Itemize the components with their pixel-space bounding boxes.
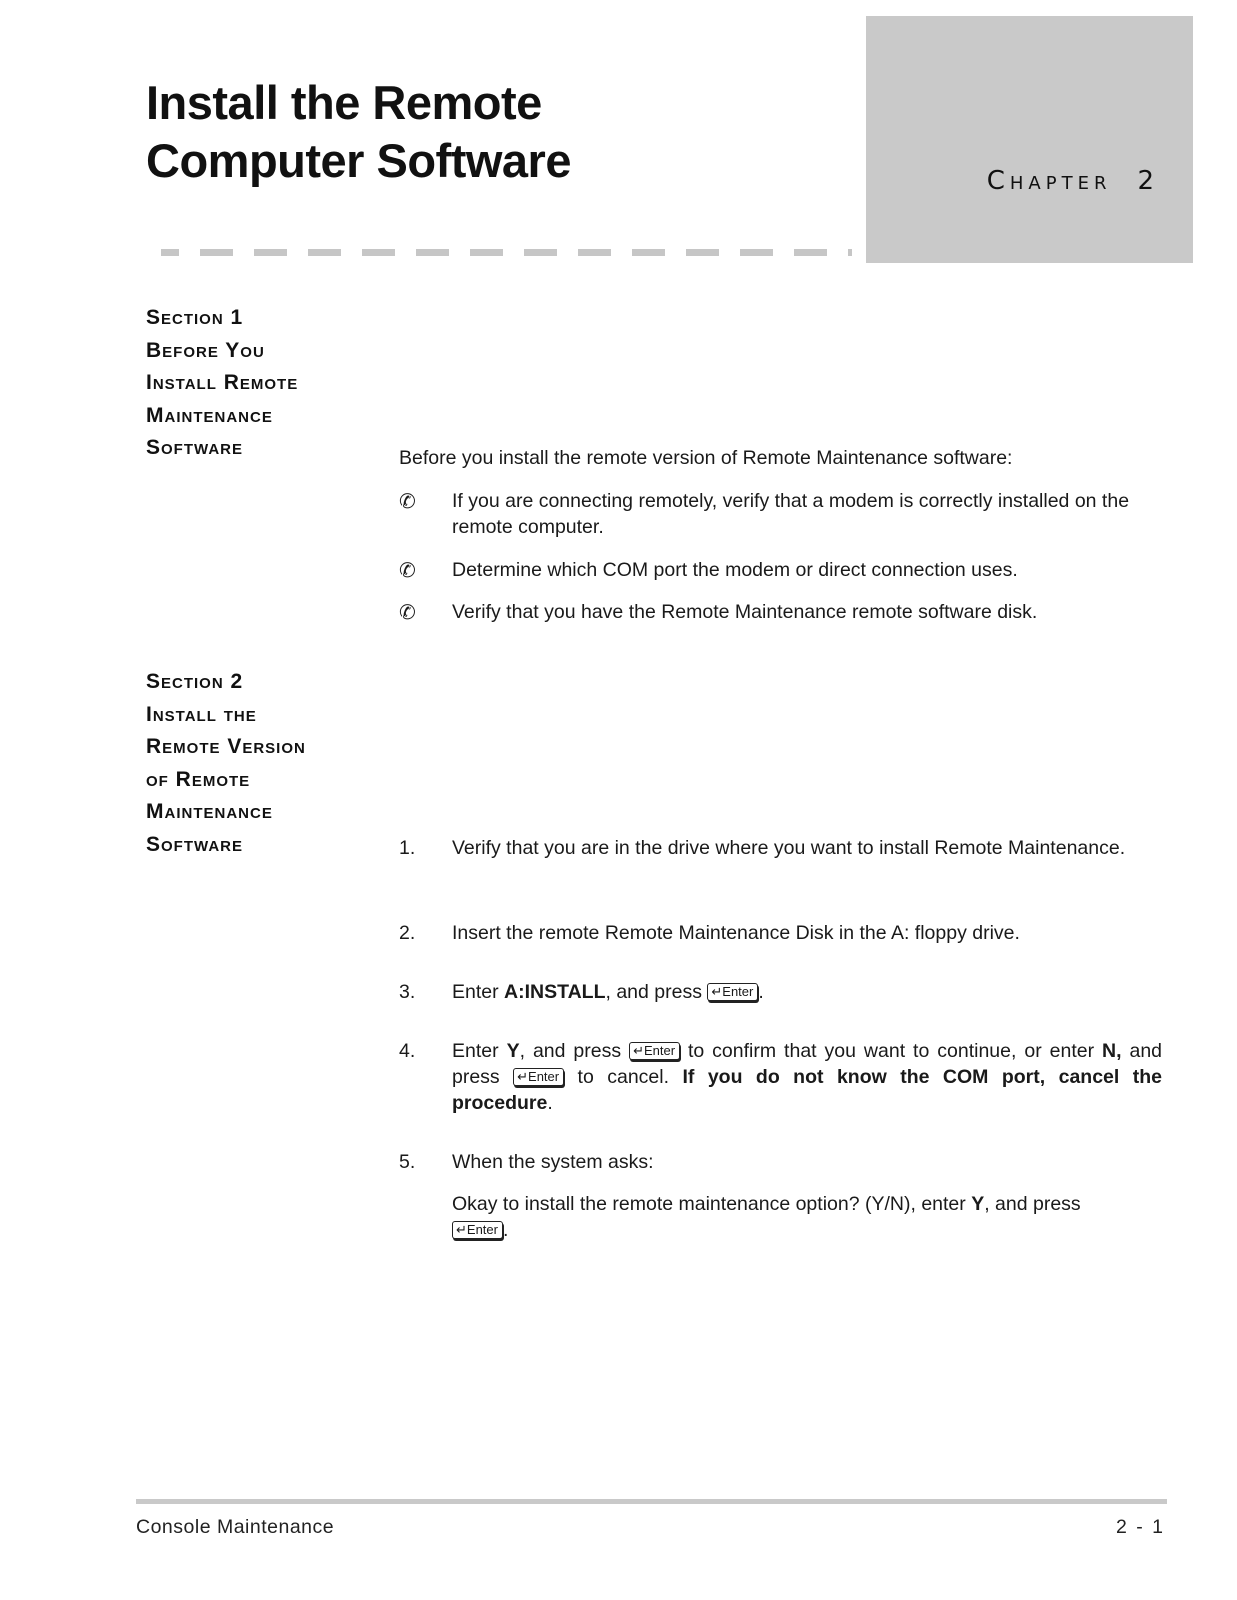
step-text: Insert the remote Remote Maintenance Disk in the A: floppy drive.: [452, 922, 1020, 944]
step-text: [452, 1038, 1162, 1116]
section-2-heading: [146, 666, 376, 861]
footer-divider: [136, 1499, 1167, 1504]
key-letter: Y: [971, 1193, 985, 1215]
step-text-part: Enter: [452, 981, 505, 1003]
bullet-text: Determine which COM port the modem or direct connection uses.: [452, 559, 1018, 581]
step-text-part: , and press: [605, 981, 708, 1003]
warning-text: If you do not know the COM port, cancel the procedure: [452, 1066, 1162, 1114]
chapter-label: [987, 166, 1159, 196]
command-text: A:INSTALL: [504, 981, 606, 1003]
step-text: Verify that you are in the drive where you want to install Remote Maintenance.: [452, 837, 1126, 859]
chapter-number: 2: [1137, 166, 1159, 196]
title-line-1: Install the Remote: [146, 76, 542, 129]
section-2-heading-line: Install the: [146, 702, 257, 726]
step-text: [452, 1191, 1162, 1243]
dashed-divider: [146, 249, 852, 256]
enter-key-icon: ↵Enter: [513, 1068, 564, 1086]
page-title: [146, 74, 571, 190]
step-text-part: , and press: [984, 1193, 1081, 1215]
footer-title: Console Maintenance: [136, 1516, 335, 1538]
step-text-part: Okay to install the remote maintenance option? (Y/N), enter: [452, 1193, 972, 1215]
step-text: [452, 979, 1162, 1005]
step-text: When the system asks:: [452, 1151, 654, 1173]
step-text-part: .: [547, 1092, 553, 1114]
phone-bullet-icon: ✆: [399, 489, 416, 513]
step-text-part: to confirm that you want to continue, or enter: [680, 1040, 1103, 1062]
step-text-part: and press: [452, 1040, 1163, 1088]
enter-key-icon: ↵Enter: [452, 1221, 503, 1239]
step-text-part: .: [502, 1219, 509, 1241]
bullet-text: Verify that you have the Remote Maintenance remote software disk.: [452, 601, 1038, 623]
section-1-heading-line: Before You: [146, 338, 265, 362]
step-text-part: , and press: [519, 1040, 630, 1062]
step-text-part: Enter: [452, 1040, 507, 1062]
section-2-heading-line: Maintenance: [146, 800, 273, 823]
step-text-part: to cancel.: [564, 1066, 683, 1088]
key-letter: N,: [1102, 1040, 1122, 1062]
enter-key-icon: ↵Enter: [707, 983, 758, 1001]
section-2-heading-line: Remote Version: [146, 735, 306, 758]
step-number: 5.: [399, 1151, 416, 1173]
chapter-word: Chapter: [986, 166, 1112, 196]
title-line-2: Computer Software: [146, 134, 571, 187]
phone-bullet-icon: ✆: [399, 600, 416, 624]
bullet-text: If you are connecting remotely, verify that a modem is correctly installed on the remote computer.: [452, 490, 1130, 538]
step-number: 1.: [399, 837, 416, 859]
phone-bullet-icon: ✆: [399, 558, 416, 582]
key-letter: Y: [506, 1040, 520, 1062]
step-number: 2.: [399, 922, 416, 944]
step-number: 3.: [399, 981, 416, 1003]
enter-key-icon: ↵Enter: [629, 1042, 680, 1060]
page-number: 2 - 1: [1115, 1516, 1165, 1538]
step-text-part: .: [758, 981, 764, 1003]
section-1-intro: Before you install the remote version of Remote Maintenance software:: [399, 447, 1013, 469]
section-2-heading-line: Software: [146, 832, 243, 856]
section-1-heading-line: Install Remote: [146, 371, 299, 394]
section-1-heading: [146, 302, 376, 465]
step-number: 4.: [399, 1040, 416, 1062]
section-2-heading-line: Section 2: [146, 670, 244, 693]
section-1-heading-line: Section 1: [146, 306, 244, 329]
section-2-heading-line: of Remote: [146, 767, 251, 791]
chapter-box: [866, 16, 1193, 263]
section-1-heading-line: Software: [146, 436, 243, 459]
section-1-heading-line: Maintenance: [146, 403, 273, 427]
